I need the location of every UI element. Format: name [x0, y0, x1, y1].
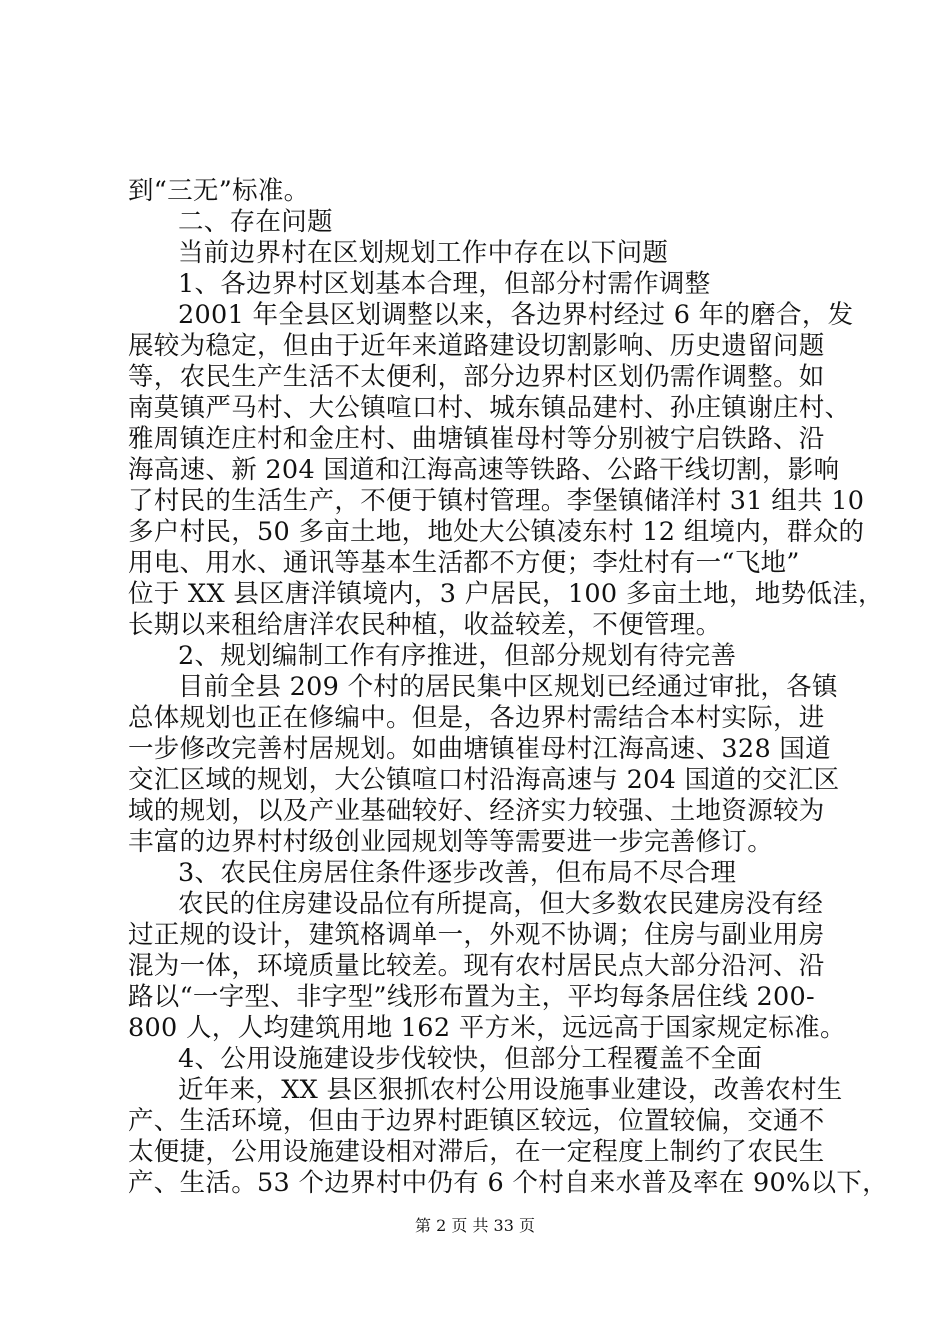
paragraph-line: 海高速、新 204 国道和江海高速等铁路、公路干线切割，影响 [128, 455, 840, 485]
paragraph-line: 用电、用水、通讯等基本生活都不方便；李灶村有一“飞地” [128, 548, 800, 578]
paragraph-line: 农民的住房建设品位有所提高，但大多数农民建房没有经 [178, 889, 824, 919]
paragraph-line: 交汇区域的规划，大公镇喧口村沿海高速与 204 国道的交汇区 [128, 765, 840, 795]
paragraph-line: 多户村民，50 多亩土地，地处大公镇凌东村 12 组境内，群众的 [128, 517, 865, 547]
subsection-heading: 4、公用设施建设步伐较快，但部分工程覆盖不全面 [178, 1044, 763, 1074]
paragraph-line: 总体规划也正在修编中。但是，各边界村需结合本村实际，进 [128, 703, 825, 733]
paragraph-line: 800 人，人均建筑用地 162 平方米，远远高于国家规定标准。 [128, 1013, 846, 1043]
paragraph-line: 长期以来租给唐洋农民种植，收益较差，不便管理。 [128, 610, 722, 640]
paragraph-line: 产、生活。53 个边界村中仍有 6 个村自来水普及率在 90%以下， [128, 1168, 888, 1198]
paragraph-line: 到“三无”标准。 [128, 176, 310, 206]
paragraph-line: 域的规划，以及产业基础较好、经济实力较强、土地资源较为 [128, 796, 825, 826]
paragraph-line: 2001 年全县区划调整以来，各边界村经过 6 年的磨合，发 [178, 300, 854, 330]
paragraph-line: 丰富的边界村村级创业园规划等等需要进一步完善修订。 [128, 827, 774, 857]
subsection-heading: 1、各边界村区划基本合理，但部分村需作调整 [178, 269, 711, 299]
paragraph-line: 近年来，XX 县区狠抓农村公用设施事业建设，改善农村生 [178, 1075, 843, 1105]
paragraph-line: 目前全县 209 个村的居民集中区规划已经通过审批，各镇 [178, 672, 838, 702]
paragraph-line: 雅周镇迮庄村和金庄村、曲塘镇崔母村等分别被宁启铁路、沿 [128, 424, 825, 454]
paragraph-line: 位于 XX 县区唐洋镇境内，3 户居民，100 多亩土地，地势低洼， [128, 579, 884, 609]
paragraph-line: 路以“一字型、非字型”线形布置为主，平均每条居住线 200- [128, 982, 815, 1012]
paragraph-line: 过正规的设计，建筑格调单一，外观不协调；住房与副业用房 [128, 920, 825, 950]
paragraph-line: 当前边界村在区划规划工作中存在以下问题 [178, 238, 669, 268]
paragraph-line: 了村民的生活生产，不便于镇村管理。李堡镇储洋村 31 组共 10 [128, 486, 865, 516]
paragraph-line: 太便捷，公用设施建设相对滞后，在一定程度上制约了农民生 [128, 1137, 825, 1167]
subsection-heading: 2、规划编制工作有序推进，但部分规划有待完善 [178, 641, 737, 671]
paragraph-line: 南莫镇严马村、大公镇喧口村、城东镇品建村、孙庄镇谢庄村、 [128, 393, 851, 423]
paragraph-line: 产、生活环境，但由于边界村距镇区较远，位置较偏，交通不 [128, 1106, 825, 1136]
page-number-footer: 第 2 页 共 33 页 [415, 1216, 535, 1235]
paragraph-line: 等，农民生产生活不太便利，部分边界村区划仍需作调整。如 [128, 362, 825, 392]
paragraph-line: 一步修改完善村居规划。如曲塘镇崔母村江海高速、328 国道 [128, 734, 831, 764]
paragraph-line: 展较为稳定，但由于近年来道路建设切割影响、历史遗留问题 [128, 331, 825, 361]
section-heading: 二、存在问题 [178, 207, 333, 237]
subsection-heading: 3、农民住房居住条件逐步改善，但布局不尽合理 [178, 858, 737, 888]
paragraph-line: 混为一体，环境质量比较差。现有农村居民点大部分沿河、沿 [128, 951, 825, 981]
